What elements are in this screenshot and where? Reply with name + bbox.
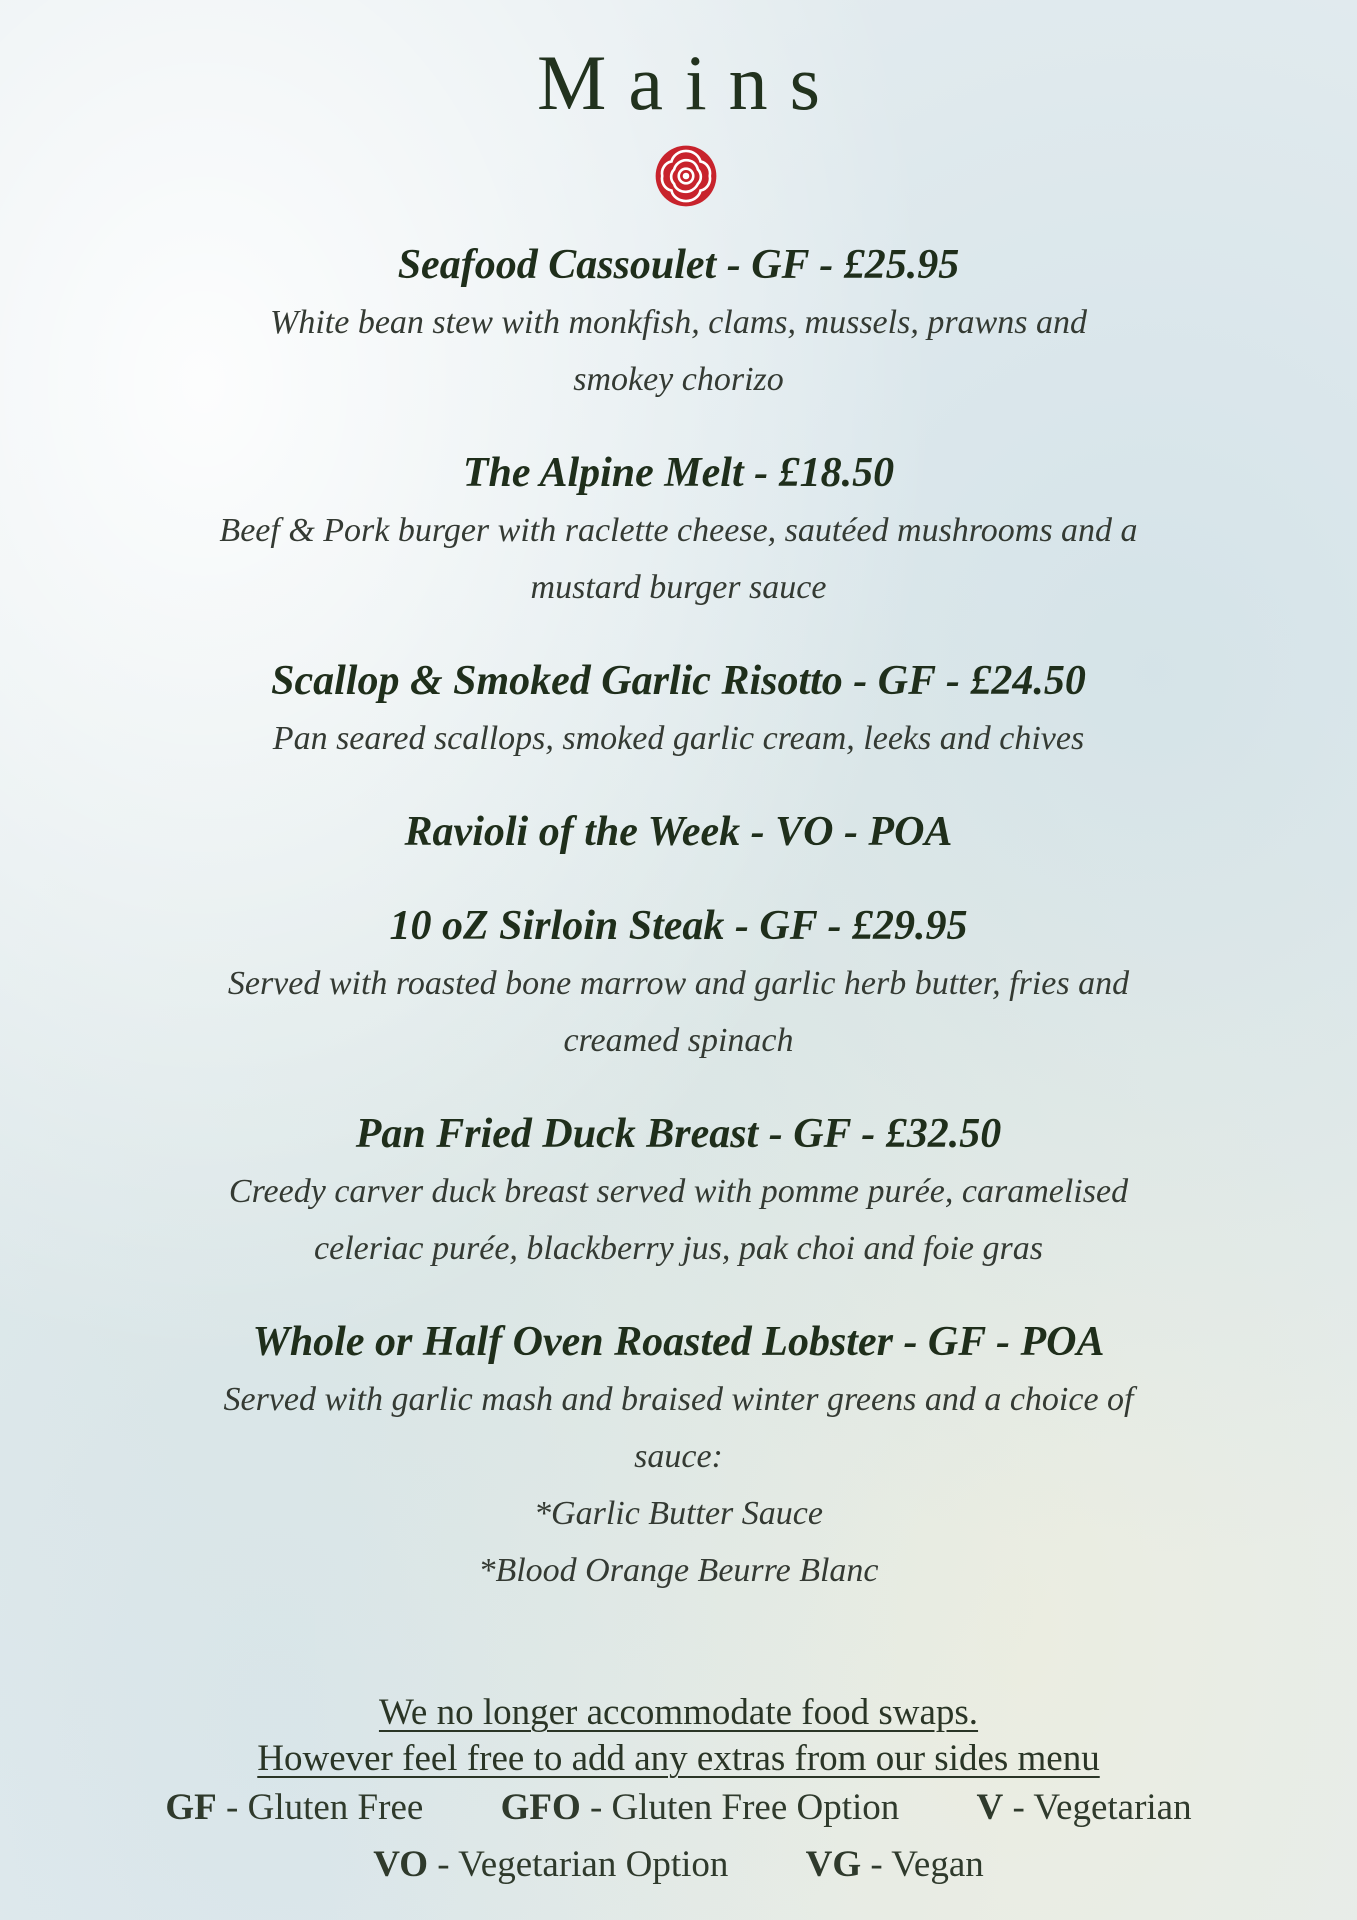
description-line: Served with garlic mash and braised winter greens and a choice of xyxy=(223,1381,1134,1418)
item-name: Ravioli of the Week - VO - POA xyxy=(404,809,953,855)
description-line: Beef & Pork burger with raclette cheese, sautéed mushrooms and a xyxy=(219,512,1138,549)
legend-code: VO xyxy=(373,1844,428,1885)
page-title: Mains xyxy=(537,39,842,126)
red-rose-icon xyxy=(653,143,719,209)
item-name: 10 oZ Sirloin Steak - GF - £29.95 xyxy=(389,903,968,949)
item-description xyxy=(179,1163,1179,1277)
dietary-legend xyxy=(0,1843,1357,1886)
item-name: Scallop & Smoked Garlic Risotto - GF - £24.50 xyxy=(271,658,1086,704)
legend-code: V xyxy=(976,1787,1004,1828)
legend-entry xyxy=(806,1843,984,1886)
item-description xyxy=(179,502,1179,616)
legend-code: GFO xyxy=(500,1787,581,1828)
notice xyxy=(0,1690,1357,1782)
item-description xyxy=(179,294,1179,408)
legend-entry xyxy=(977,1786,1192,1829)
legend-label: - Gluten Free xyxy=(216,1787,424,1828)
description-line: Pan seared scallops, smoked garlic cream, leeks and chives xyxy=(272,720,1085,757)
sauce-option: *Blood Orange Beurre Blanc xyxy=(478,1552,879,1589)
menu-item xyxy=(0,1313,1357,1599)
legend-code: GF xyxy=(165,1787,217,1828)
description-line: Creedy carver duck breast served with pomme purée, caramelised xyxy=(228,1173,1129,1210)
item-name: Seafood Cassoulet - GF - £25.95 xyxy=(397,242,960,288)
item-description xyxy=(179,955,1179,1069)
description-line: sauce: xyxy=(634,1438,723,1475)
legend-entry xyxy=(373,1843,728,1886)
description-line: smokey chorizo xyxy=(573,361,784,398)
item-description xyxy=(179,710,1179,767)
legend-label: - Gluten Free Option xyxy=(580,1787,900,1828)
menu-items xyxy=(0,236,1357,1599)
notice-line: We no longer accommodate food swaps. xyxy=(378,1692,979,1733)
legend-code: VG xyxy=(805,1844,862,1885)
description-line: mustard burger sauce xyxy=(530,569,827,606)
item-name: The Alpine Melt - £18.50 xyxy=(462,450,895,496)
dietary-legend xyxy=(0,1786,1357,1829)
legend-entry xyxy=(165,1786,423,1829)
notice-line: However feel free to add any extras from our sides menu xyxy=(257,1738,1100,1779)
sauce-option: *Garlic Butter Sauce xyxy=(534,1495,823,1532)
legend-entry xyxy=(501,1786,900,1829)
menu-item xyxy=(0,1105,1357,1277)
item-description xyxy=(179,1371,1179,1485)
item-name: Pan Fried Duck Breast - GF - £32.50 xyxy=(355,1111,1002,1157)
legend-label: - Vegan xyxy=(861,1844,984,1885)
menu-item xyxy=(0,803,1357,861)
description-line: creamed spinach xyxy=(563,1022,794,1059)
description-line: Served with roasted bone marrow and garlic herb butter, fries and xyxy=(227,965,1130,1002)
menu-item xyxy=(0,652,1357,767)
legend-label: - Vegetarian xyxy=(1003,1787,1192,1828)
item-name: Whole or Half Oven Roasted Lobster - GF - POA xyxy=(252,1319,1105,1365)
menu-item xyxy=(0,897,1357,1069)
legend-label: - Vegetarian Option xyxy=(428,1844,729,1885)
description-line: White bean stew with monkfish, clams, mussels, prawns and xyxy=(270,304,1087,341)
menu-item xyxy=(0,236,1357,408)
menu-item xyxy=(0,444,1357,616)
description-line: celeriac purée, blackberry jus, pak choi and foie gras xyxy=(314,1230,1043,1267)
